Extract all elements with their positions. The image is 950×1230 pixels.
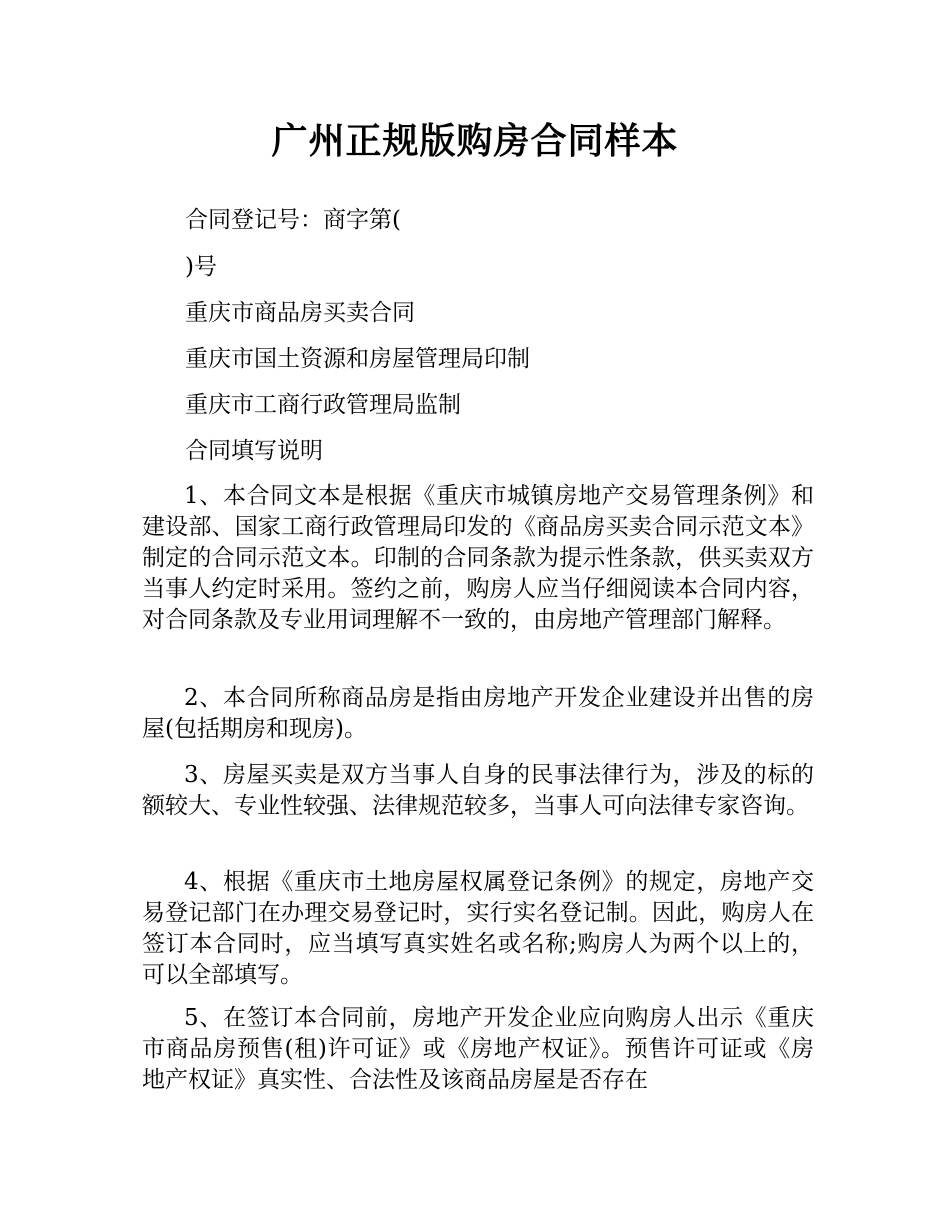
supervising-authority: 重庆市工商行政管理局监制 xyxy=(185,392,461,418)
instruction-paragraph-2: 2、本合同所称商品房是指由房地产开发企业建设并出售的房屋(包括期房和现房)。 xyxy=(142,685,814,742)
printing-authority: 重庆市国土资源和房屋管理局印制 xyxy=(185,346,530,372)
contract-registration-number: 合同登记号：商字第( xyxy=(185,207,401,233)
instruction-paragraph-3: 3、房屋买卖是双方当事人自身的民事法律行为，涉及的标的额较大、专业性较强、法律规范较多，当事人可向法律专家咨询。 xyxy=(142,762,814,819)
instruction-paragraph-1: 1、本合同文本是根据《重庆市城镇房地产交易管理条例》和建设部、国家工商行政管理局印发的《商品房买卖合同示范文本》制定的合同示范文本。印制的合同条款为提示性条款，供买卖双方当事人约定时采用。签约之前，购房人应当仔细阅读本合同内容，对合同条款及专业用词理解不一致的，由房地产管理部门解释。 xyxy=(142,483,814,633)
document-title: 广州正规版购房合同样本 xyxy=(271,121,679,162)
instructions-heading: 合同填写说明 xyxy=(185,438,323,464)
registration-number-suffix: )号 xyxy=(185,254,217,280)
instruction-paragraph-5: 5、在签订本合同前，房地产开发企业应向购房人出示《重庆市商品房预售(租)许可证》或《房地产权证》。预售许可证或《房地产权证》真实性、合法性及该商品房屋是否存在 xyxy=(142,1005,814,1093)
instruction-paragraph-4: 4、根据《重庆市土地房屋权属登记条例》的规定，房地产交易登记部门在办理交易登记时，实行实名登记制。因此，购房人在签订本合同时，应当填写真实姓名或名称;购房人为两个以上的，可以全部填写。 xyxy=(142,869,814,988)
contract-name: 重庆市商品房买卖合同 xyxy=(185,300,415,326)
